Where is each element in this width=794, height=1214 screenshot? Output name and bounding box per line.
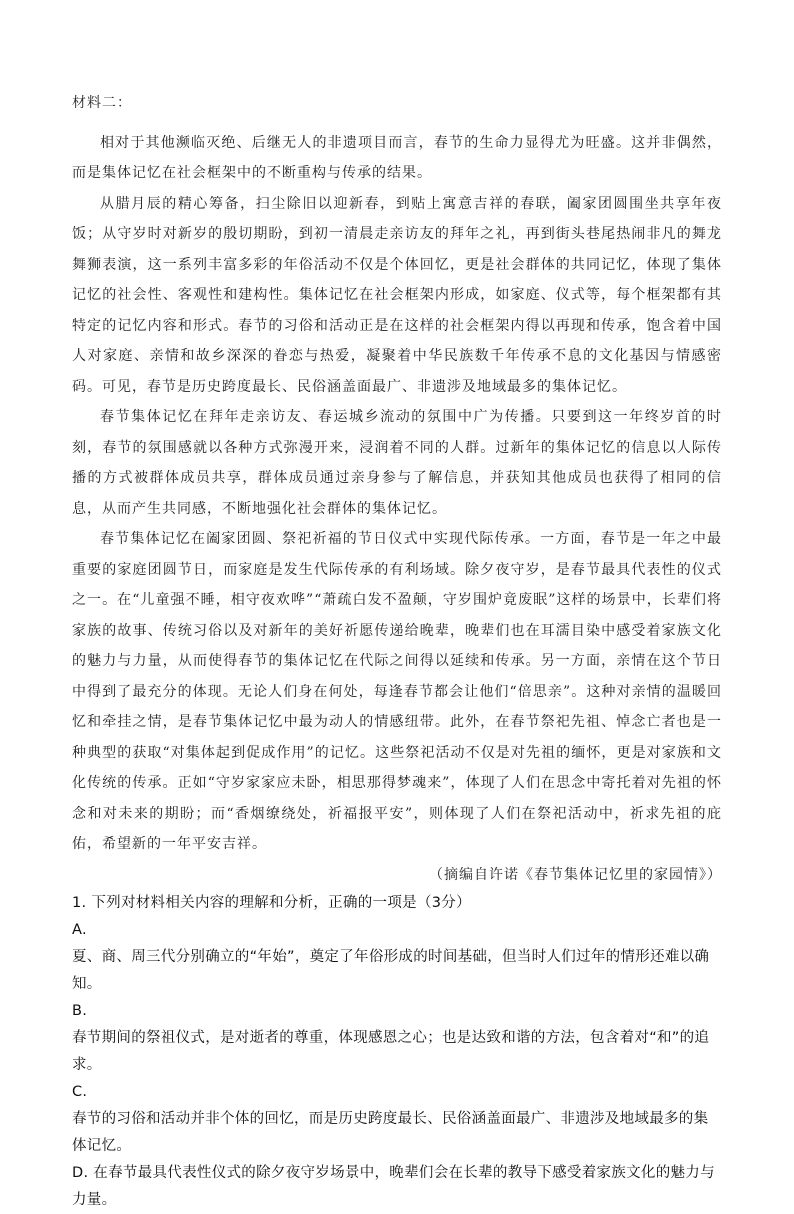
material-section [72, 88, 722, 890]
option-d-label: D. [72, 1165, 89, 1181]
material-title: 材料二： [72, 95, 132, 111]
option-a-text: 夏、商、周三代分别确立的“年始”，奠定了年俗形成的时间基础，但当时人们过年的情形还难以确知。 [72, 949, 710, 992]
material-paragraph-1: 相对于其他濒临灭绝、后继无人的非遗项目而言，春节的生命力显得尤为旺盛。这并非偶然，而是集体记忆在社会框架中的不断重构与传承的结果。 [72, 134, 722, 181]
option-b-label: B. [72, 1003, 88, 1019]
option-b-text: 春节期间的祭祖仪式，是对逝者的尊重，体现感恩之心；也是达致和谐的方法，包含着对“和”的追求。 [72, 1030, 710, 1073]
material-source: （摘编自许诺《春节集体记忆里的家园情》） [429, 866, 722, 883]
question-section [72, 890, 722, 1214]
material-paragraph-3: 春节集体记忆在拜年走亲访友、春运城乡流动的氛围中广为传播。只要到这一年终岁首的时刻，春节的氛围感就以各种方式弥漫开来，浸润着不同的人群。过新年的集体记忆的信息以人际传播的方式被群体成员共享，群体成员通过亲身参与了解信息，并获知其他成员也获得了相同的信息，从而产生共同感，不断地强化社会群体的集体记忆。 [72, 409, 722, 517]
material-paragraph-2: 从腊月辰的精心筹备，扫尘除旧以迎新春，到贴上寓意吉祥的春联，阖家团圆围坐共享年夜饭；从守岁时对新岁的殷切期盼，到初一清晨走亲访友的拜年之礼，再到街头巷尾热闹非凡的舞龙舞狮表演，这一系列丰富多彩的年俗活动不仅是个体回忆，更是社会群体的共同记忆，体现了集体记忆的社会性、客观性和建构性。集体记忆在社会框架内形成，如家庭、仪式等，每个框架都有其特定的记忆内容和形式。春节的习俗和活动正是在这样的社会框架内得以再现和传承，饱含着中国人对家庭、亲情和故乡深深的眷恋与热爱，凝聚着中华民族数千年传承不息的文化基因与情感密码。可见，春节是历史跨度最长、民俗涵盖面最广、非遗涉及地域最多的集体记忆。 [72, 195, 722, 395]
option-d [72, 1160, 722, 1214]
option-c-text: 春节的习俗和活动并非个体的回忆，而是历史跨度最长、民俗涵盖面最广、非遗涉及地域最多的集体记忆。 [72, 1111, 709, 1154]
document-page [72, 88, 722, 1214]
question-stem: 1. 下列对材料相关内容的理解和分析，正确的一项是（3分） [72, 895, 471, 911]
option-a-label: A. [72, 922, 87, 938]
option-c-label: C. [72, 1084, 88, 1100]
option-d-text: 在春节最具代表性仪式的除夕夜守岁场景中，晚辈们会在长辈的教导下感受着家族文化的魅力与力量。 [72, 1165, 715, 1208]
material-paragraph-4: 春节集体记忆在阖家团圆、祭祀祈福的节日仪式中实现代际传承。一方面，春节是一年之中最重要的家庭团圆节日，而家庭是发生代际传承的有利场域。除夕夜守岁，是春节最具代表性的仪式之一。在“儿童强不睡，相守夜欢哗”“萧疏白发不盈颠，守岁围炉竟废眠”这样的场景中，长辈们将家族的故事、传统习俗以及对新年的美好祈愿传递给晚辈，晚辈们也在耳濡目染中感受着家族文化的魅力与力量，从而使得春节的集体记忆在代际之间得以延续和传承。另一方面，亲情在这个节日中得到了最充分的体现。无论人们身在何处，每逢春节都会让他们“倍思亲”。这种对亲情的温暖回忆和牵挂之情，是春节集体记忆中最为动人的情感纽带。此外，在春节祭祀先祖、悼念亡者也是一种典型的获取“对集体起到促成作用”的记忆。这些祭祀活动不仅是对先祖的缅怀，更是对家族和文化传统的传承。正如“守岁家家应未卧，相思那得梦魂来”，体现了人们在思念中寄托着对先祖的怀念和对未来的期盼；而“香烟缭绕处，祈福报平安”，则体现了人们在祭祀活动中，祈求先祖的庇佑，希望新的一年平安吉祥。 [72, 531, 722, 852]
